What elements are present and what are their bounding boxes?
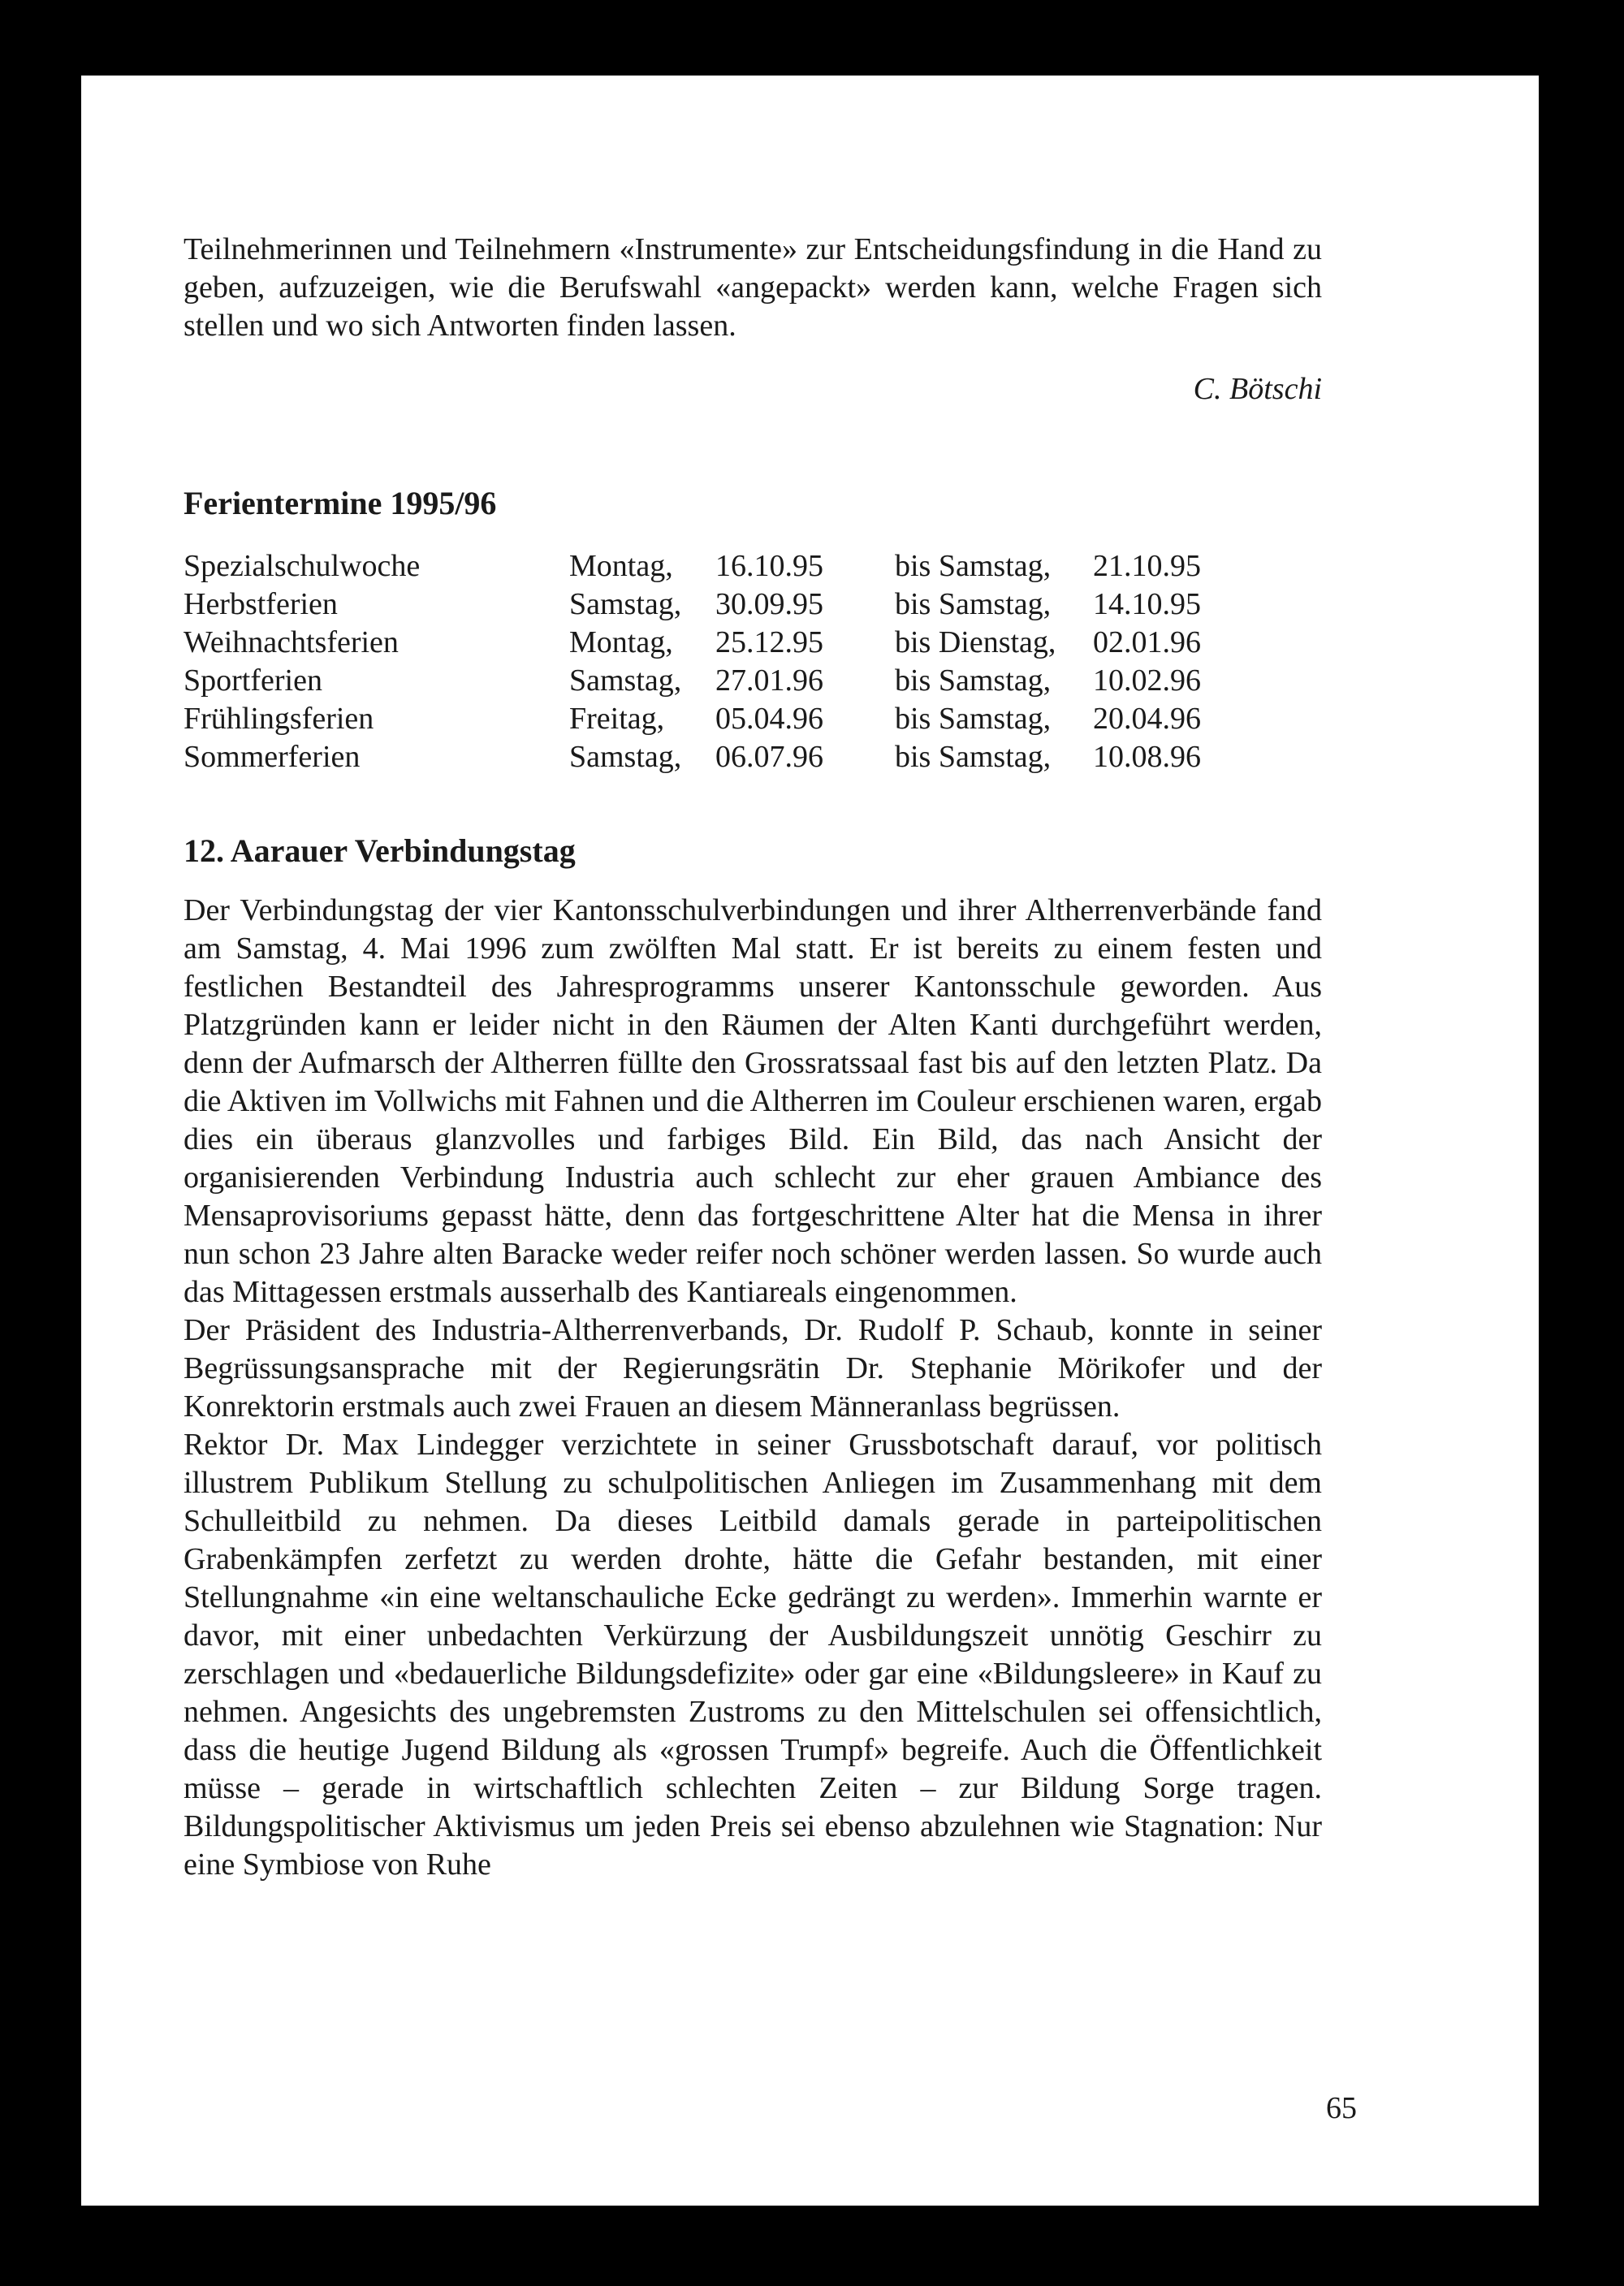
start-date: 27.01.96 [715,663,823,698]
start-day: Montag, [569,549,673,583]
start-day: Samstag, [569,663,682,698]
end-day: bis Samstag, [895,587,1052,621]
holidays-table [184,547,1322,776]
body-paragraph: Der Präsident des Industria-Altherrenverbands, Dr. Rudolf P. Schaub, konnte in seiner Begrüssungsansprache mit der Regierungsrätin Dr. Stephanie Mörikofer und der Konrektorin erstmals auch zwei Frauen an diesem Männeranlass begrüssen. [184,1313,1322,1424]
start-date: 25.12.95 [715,625,823,659]
section-heading: 12. Aarauer Verbindungstag [184,832,576,869]
table-row [184,662,1322,700]
end-date: 20.04.96 [1093,702,1201,736]
start-day: Freitag, [569,702,665,736]
holiday-name: Sportferien [184,663,322,698]
table-row [184,700,1322,738]
end-day: bis Dienstag, [895,625,1056,659]
start-date: 05.04.96 [715,702,823,736]
holiday-name: Frühlingsferien [184,702,374,736]
end-date: 21.10.95 [1093,549,1201,583]
holiday-name: Weihnachtsferien [184,625,399,659]
intro-paragraph: Teilnehmerinnen und Teilnehmern «Instrumente» zur Entscheidungsfindung in die Hand zu geben, aufzuzeigen, wie die Berufswahl «angepackt» werden kann, welche Fragen sich stellen und wo sich Antworten finden lassen. [184,232,1322,343]
page-number: 65 [1326,2091,1357,2125]
start-date: 06.07.96 [715,740,823,774]
holidays-heading: Ferientermine 1995/96 [184,485,497,521]
end-date: 02.01.96 [1093,625,1201,659]
table-row [184,586,1322,624]
table-row [184,738,1322,776]
start-date: 30.09.95 [715,587,823,621]
end-day: bis Samstag, [895,740,1052,774]
body-paragraph: Der Verbindungstag der vier Kantonsschulverbindungen und ihrer Altherrenverbände fand am Samstag, 4. Mai 1996 zum zwölften Mal statt. Er ist bereits zu einem festen und festlichen Bestandteil des Jahresprogramms unserer Kantonsschule geworden. Aus Platzgründen kann er leider nicht in den Räumen der Alten Kanti durchgeführt werden, denn der Aufmarsch der Altherren füllte den Grossratssaal fast bis auf den letzten Platz. Da die Aktiven im Vollwichs mit Fahnen und die Altherren im Couleur erschienen waren, ergab dies ein überaus glanzvolles und farbiges Bild. Ein Bild, das nach Ansicht der organisierenden Verbindung Industria auch schlecht zur eher grauen Ambiance des Mensaprovisoriums gepasst hätte, denn das fortgeschrittene Alter hat die Mensa in ihrer nun schon 23 Jahre alten Baracke weder reifer noch schöner werden lassen. So wurde auch das Mittagessen erstmals ausserhalb des Kantiareals eingenommen. [184,893,1322,1309]
end-day: bis Samstag, [895,702,1052,736]
holiday-name: Spezialschulwoche [184,549,421,583]
end-date: 10.02.96 [1093,663,1201,698]
end-day: bis Samstag, [895,663,1052,698]
table-row [184,547,1322,586]
end-date: 10.08.96 [1093,740,1201,774]
end-day: bis Samstag, [895,549,1052,583]
body-paragraph: Rektor Dr. Max Lindegger verzichtete in seiner Grussbotschaft darauf, vor politisch illustrem Publikum Stellung zu schulpolitischen Anliegen im Zusammenhang mit dem Schulleitbild zu nehmen. Da dieses Leitbild damals gerade in parteipolitischen Grabenkämpfen zerfetzt zu werden drohte, hätte die Gefahr bestanden, mit einer Stellungnahme «in eine weltanschauliche Ecke gedrängt zu werden». Immerhin warnte er davor, mit einer unbedachten Verkürzung der Ausbildungszeit unnötig Geschirr zu zerschlagen und «bedauerliche Bildungsdefizite» oder gar eine «Bildungsleere» in Kauf zu nehmen. Angesichts des ungebremsten Zustroms zu den Mittelschulen sei offensichtlich, dass die heutige Jugend Bildung als «grossen Trumpf» begreife. Auch die Öffentlichkeit müsse – gerade in wirtschaftlich schlechten Zeiten – zur Bildung Sorge tragen. Bildungspolitischer Aktivismus um jeden Preis sei ebenso abzulehnen wie Stagnation: Nur eine Symbiose von Ruhe [184,1428,1322,1882]
start-date: 16.10.95 [715,549,823,583]
start-day: Samstag, [569,740,682,774]
document-page [81,76,1539,2206]
holiday-name: Herbstferien [184,587,338,621]
page-content [184,231,1322,1884]
holiday-name: Sommerferien [184,740,361,774]
table-row [184,624,1322,662]
author-signature: C. Bötschi [1193,372,1322,406]
start-day: Samstag, [569,587,682,621]
section-body [184,892,1322,1884]
start-day: Montag, [569,625,673,659]
end-date: 14.10.95 [1093,587,1201,621]
